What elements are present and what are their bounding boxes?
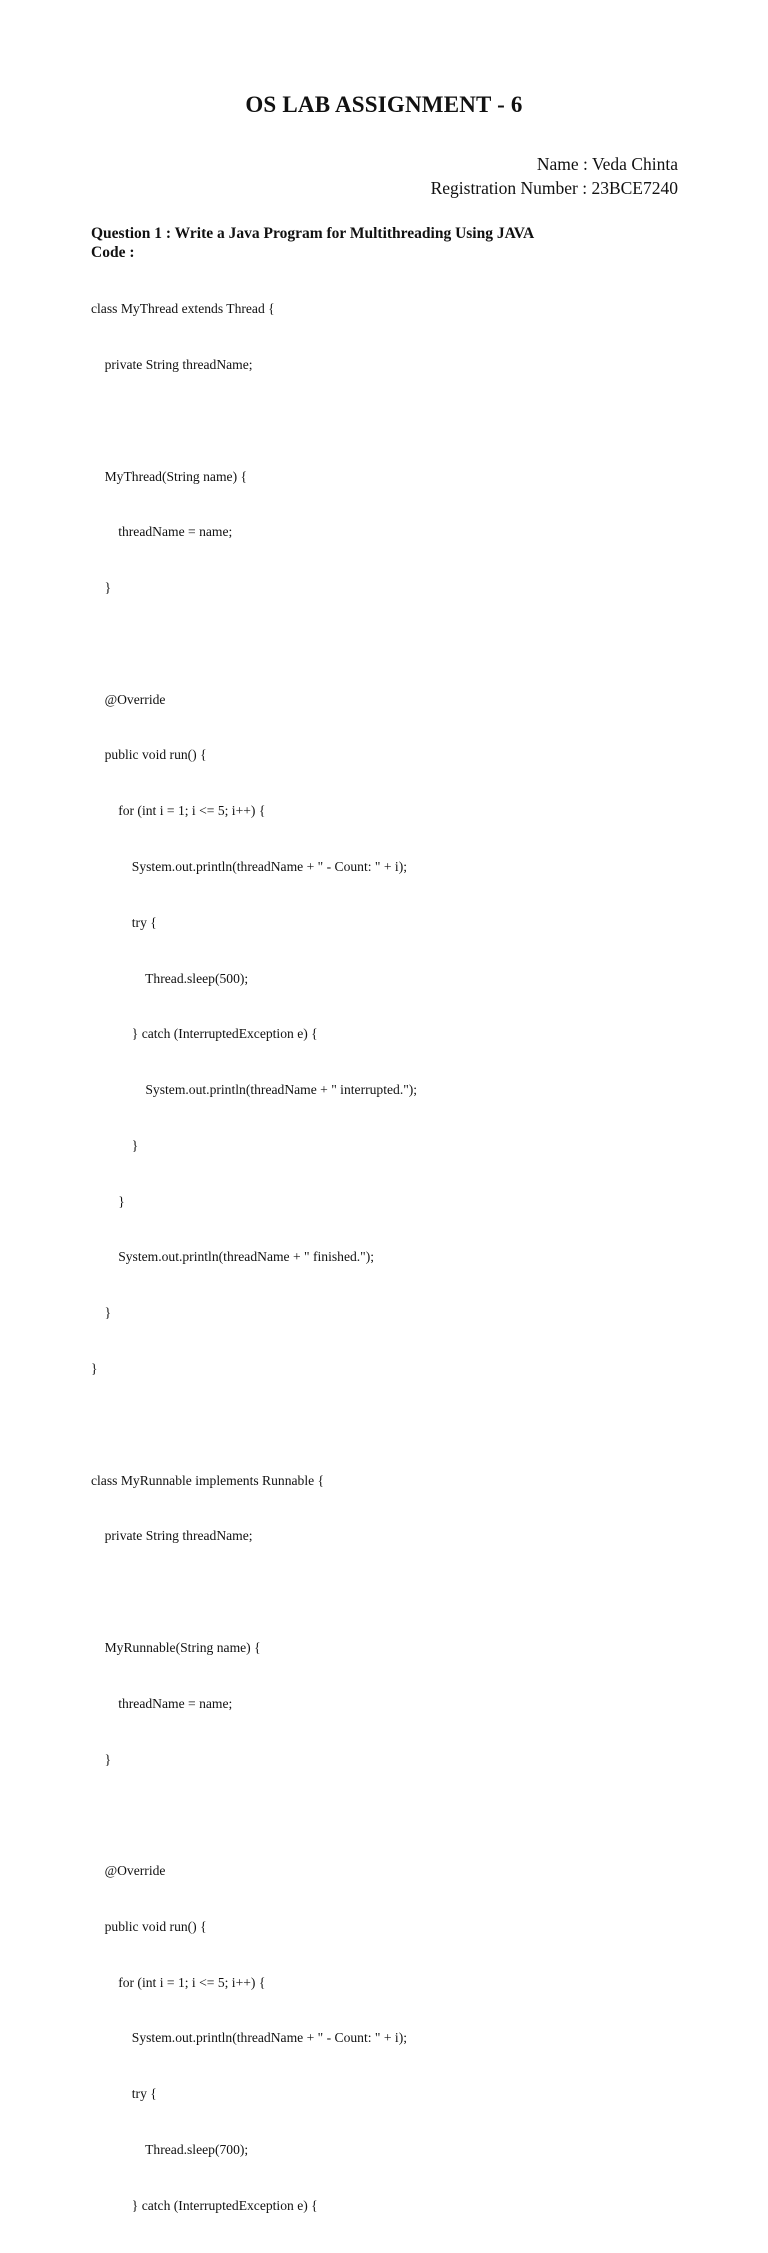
code-line [91,635,417,654]
code-block [91,263,417,2253]
code-line: MyRunnable(String name) { [91,1639,261,1655]
student-name: Name : Veda Chinta [536,154,678,174]
code-line [91,1806,417,1825]
code-line: private String threadName; [91,1528,253,1544]
code-line: public void run() { [91,747,207,763]
question-heading: Question 1 : Write a Java Program for Multithreading Using JAVA [91,225,535,242]
code-line: } catch (InterruptedException e) { [91,1026,318,1042]
code-line: private String threadName; [91,356,253,372]
code-line: } catch (InterruptedException e) { [91,2197,318,2213]
code-line: } [91,1361,98,1377]
code-line: Thread.sleep(700); [91,2141,249,2157]
code-line [91,412,417,431]
code-line: for (int i = 1; i <= 5; i++) { [91,1974,266,1990]
code-line [91,1583,417,1602]
code-line: threadName = name; [91,1695,233,1711]
code-line: } [91,1193,125,1209]
code-heading: Code : [91,244,135,261]
code-line: } [91,580,112,596]
code-line: System.out.println(threadName + " - Count: " + i); [91,2030,408,2046]
code-line: class MyThread extends Thread { [91,301,275,317]
student-info [431,152,678,200]
code-line: } [91,1137,139,1153]
code-line: @Override [91,1863,166,1879]
code-line: System.out.println(threadName + " finished."); [91,1249,375,1265]
code-line [91,1416,417,1435]
code-line: threadName = name; [91,524,233,540]
registration-number: Registration Number : 23BCE7240 [430,178,678,198]
code-line: try { [91,2086,157,2102]
code-line: MyThread(String name) { [91,468,248,484]
code-line: class MyRunnable implements Runnable { [91,1472,325,1488]
page-title: OS LAB ASSIGNMENT - 6 [245,92,523,117]
code-line: System.out.println(threadName + " - Count: " + i); [91,859,408,874]
code-line: for (int i = 1; i <= 5; i++) { [91,803,266,819]
code-line: } [91,1751,112,1767]
code-line: public void run() { [91,1918,207,1934]
code-line: @Override [91,691,166,707]
code-line: try { [91,914,157,930]
code-line: Thread.sleep(500); [91,970,249,986]
code-line: } [91,1305,112,1321]
code-line: System.out.println(threadName + " interrupted."); [91,1082,418,1098]
